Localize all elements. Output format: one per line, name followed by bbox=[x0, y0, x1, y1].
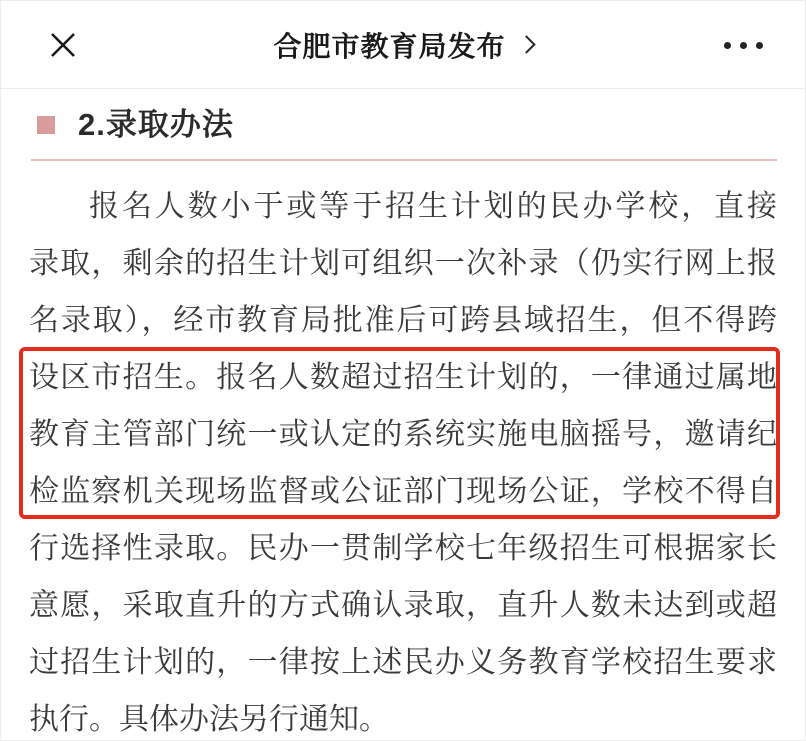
section-heading bbox=[29, 105, 777, 145]
article-source-link[interactable] bbox=[273, 25, 532, 65]
paragraph-line: 名录取），经市教育局批准后可跨县域招生，但不得跨 bbox=[29, 304, 777, 337]
chevron-right-icon bbox=[517, 35, 535, 53]
more-button[interactable] bbox=[717, 23, 769, 67]
paragraph-line: 检监察机关现场监督或公证部门现场公证，学校不得自 bbox=[29, 475, 777, 508]
paragraph-line: 报名人数小于或等于招生计划的民办学校，直接 bbox=[89, 190, 777, 223]
section-title: 2.录取办法 bbox=[78, 107, 234, 142]
section-underline bbox=[31, 159, 777, 161]
paragraph-line: 教育主管部门统一或认定的系统实施电脑摇号，邀请纪 bbox=[29, 418, 777, 451]
article-paragraph bbox=[29, 178, 777, 741]
paragraph-line: 意愿，采取直升的方式确认录取，直升人数未达到或超 bbox=[29, 589, 777, 622]
square-bullet-icon bbox=[37, 116, 55, 134]
article-source-title: 合肥市教育局发布 bbox=[273, 30, 506, 62]
paragraph-line: 录取，剩余的招生计划可组织一次补录（仍实行网上报 bbox=[29, 247, 777, 280]
paragraph-line: 行选择性录取。民办一贯制学校七年级招生可根据家长 bbox=[29, 532, 777, 565]
header-bar bbox=[1, 1, 805, 89]
paragraph-line: 执行。具体办法另行通知。 bbox=[29, 703, 389, 736]
close-button[interactable] bbox=[41, 23, 85, 67]
article-content bbox=[1, 105, 805, 741]
paragraph-line: 过招生计划的，一律按上述民办义务教育学校招生要求 bbox=[29, 646, 777, 679]
close-icon bbox=[48, 30, 78, 60]
paragraph-line: 设区市招生。报名人数超过招生计划的，一律通过属地 bbox=[29, 361, 777, 394]
ellipsis-icon bbox=[724, 42, 731, 49]
